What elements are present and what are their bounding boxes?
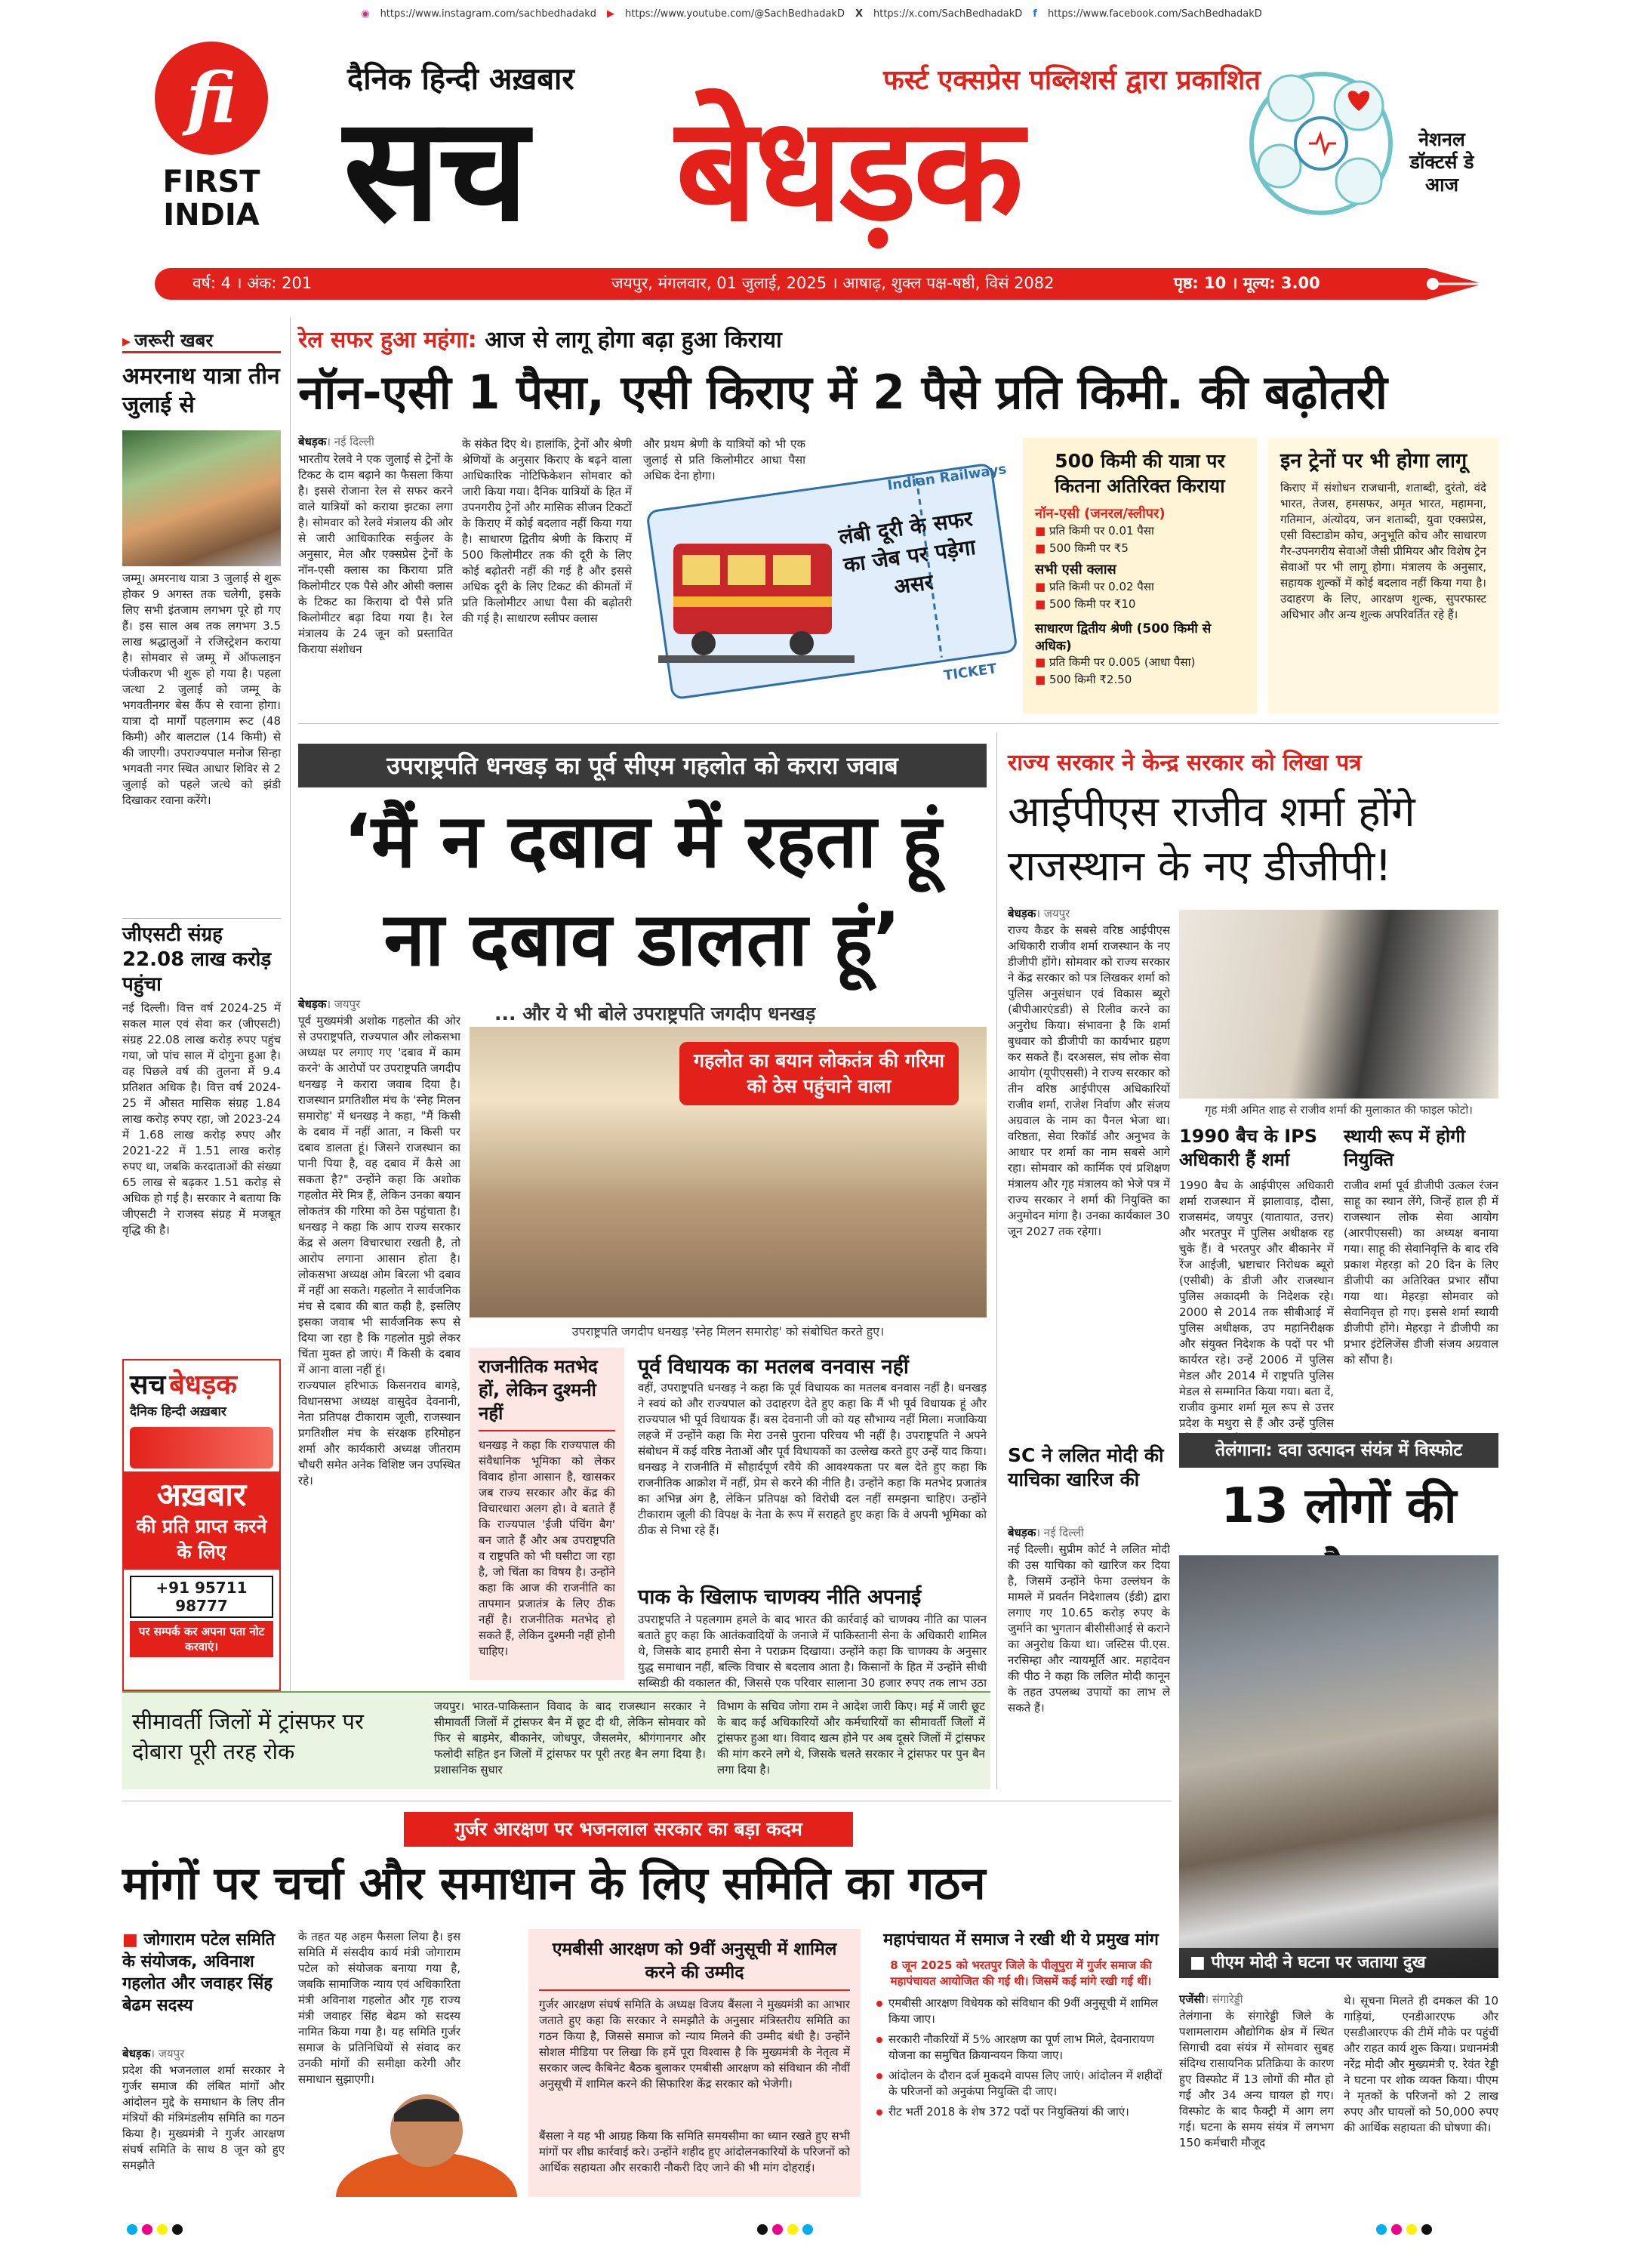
amarnath-text: जम्मू। अमरनाथ यात्रा 3 जुलाई से शुरू होकर 9 अगस्त तक चलेगी, इसके लिए सभी इंतजाम लगभग पूरे हो गए हैं। इस साल अब तक लगभग 3.5 लाख श्रद्धालुओं ने रजिस्ट्रेशन कराया है। सोमवार से जम्मू में ऑफलाइन पंजीकरण भी शुरू हो गया है। पहला जत्था 2 जुलाई को जम्मू के भगवतीनगर बेस कैंप से रवाना होगा। यात्रा दो मार्गों पहलगाम रूट (48 किमी) और बालटाल (14 किमी) से की जाएगी। उपराज्यपाल मनोज सिन्हा भगवती नगर स्थित आधार शिविर से 2 जुलाई को पहले जत्थे को झंडी दिखाकर रवाना करेंगे। <box>122 572 281 807</box>
demands-intro: 8 जून 2025 को भरतपुर जिले के पीलूपुरा में गुर्जर समाज की महापंचायत आयोजित की गई थी। जिसमें कई मांगे रखी गई थीं। <box>890 1958 1152 1988</box>
facebook-icon: f <box>1033 8 1037 20</box>
masthead-tagline-left: दैनिक हिन्दी अख़बार <box>347 62 574 97</box>
issue-info: वर्ष: 4 । अंक: 201 <box>192 274 313 292</box>
demand-item: आंदोलन के दौरान दर्ज मुकदमे वापस लिए जाएं। आंदोलन में शहीदों के परिजनों को अनुकंपा नियुक्ति दी जाए। <box>875 2068 1167 2100</box>
rail-graphic-label: Indian Railways <box>886 461 1008 494</box>
rail-graphic-text: लंबी दूरी के सफर का जेब पर पड़ेगा असर <box>836 506 978 600</box>
x-link[interactable]: https://x.com/SachBedhadakD <box>873 8 1023 20</box>
gurjar-box-text2: बैंसला ने यह भी आग्रह किया कि समिति समयसीमा का ध्यान रखते हुए सभी मांगों पर शीघ्र कार्रवाई करे। उन्होंने शहीद हुए आंदोलनकारियों के परिजनों को आर्थिक सहायता और सरकारी नौकरी दिए जाने की भी मांग दोहराई। <box>539 2129 850 2174</box>
youtube-link[interactable]: https://www.youtube.com/@SachBedhadakD <box>625 8 845 20</box>
social-bar <box>361 5 1262 23</box>
gurjar-col2: के तहत यह अहम फैसला लिया है। इस समिति में संसदीय कार्य मंत्री जोगाराम पटेल को संयोजक बनाया गया है, जबकि सामाजिक न्याय एवं अधिकारिता मंत्री अविनाश गहलोत और गृह राज्य मंत्री जवाहर सिंह बेढम को सदस्य नामित किया गया है। यह समिति गुर्जर समाज के प्रतिनिधियों से संवाद कर उनकी मांगों की समीक्षा करेगी और समाधान सुझाएगी। <box>298 1930 460 2086</box>
dgp-kicker: राज्य सरकार ने केन्द्र सरकार को लिखा पत्र <box>1008 750 1362 776</box>
gst-headline: जीएसटी संग्रह 22.08 लाख करोड़ पहुंचा <box>122 923 272 996</box>
fare-box <box>1023 438 1257 713</box>
instagram-link[interactable]: https://www.instagram.com/sachbedhadakd <box>380 8 597 20</box>
ad-brand-red: बेधड़क <box>169 1370 237 1401</box>
vp-side-head: राजनीतिक मतभेद हों, लेकिन दुश्मनी नहीं <box>479 1355 615 1431</box>
dgp-box1-head: 1990 बैच के IPS अधिकारी हैं शर्मा <box>1179 1126 1318 1170</box>
lalit-headline: SC ने ललित मोदी की याचिका खारिज की <box>1008 1444 1164 1490</box>
urgent-arrow-icon: ▸ <box>122 332 131 351</box>
gurjar-box <box>528 1929 861 2197</box>
vp-banner: उपराष्ट्रपति धनखड़ का पूर्व सीएम गहलोत को करारा जवाब <box>298 744 987 787</box>
border-text1: जयपुर। भारत-पाकिस्तान विवाद के बाद राजस्थान सरकार ने सीमावर्ती जिलों में ट्रांसफर बैन में छूट दी थी, लेकिन सोमवार को फिर से बाड़मेर, बीकानेर, जोधपुर, जैसलमेर, श्रीगंगानगर और फलोदी सहित इन जिलों में ट्रांसफर पर पूरी तरह बैन लगा दिया है। प्रशासनिक सुधार <box>434 1699 706 1776</box>
date-info: जयपुर, मंगलवार, 01 जुलाई, 2025 । आषाढ़, शुक्ल पक्ष-षष्ठी, विसं 2082 <box>611 274 1055 292</box>
registration-dots-left <box>125 2223 185 2238</box>
fare-nonac-1: ■ प्रति किमी पर 0.01 पैसा <box>1035 522 1245 540</box>
page-price-info: पृष्ठ: 10 । मूल्य: 3.00 <box>1174 274 1320 292</box>
lalit-text: नई दिल्ली। सुप्रीम कोर्ट ने ललित मोदी की उस याचिका को खारिज कर दिया है, जिसमें उन्होंने फेमा उल्लंघन के मामले में प्रवर्तन निदेशालय (ईडी) द्वारा लगाए गए 10.65 करोड़ रुपए के जुर्माने का भुगतान बीसीसीआई से कराने का अनुरोध किया था। जस्टिस पी.एस. नरसिम्हा और न्यायमूर्ति आर. महादेवन की पीठ ने कहा कि ललित मोदी कानून के तहत उपलब्ध उपायों का लाभ ले सकते हैं। <box>1008 1542 1170 1715</box>
dgp-col-text: राज्य कैडर के सबसे वरिष्ठ आईपीएस अधिकारी राजीव शर्मा राजस्थान के नए डीजीपी होंगे। सोमवार को राज्य सरकार ने केंद्र सरकार को पत्र लिखकर शर्मा को पुलिस अनुसंधान एवं विकास ब्यूरो (बीपीआरएंडडी) से रिलीव करने का अनुरोध किया। संभावना है कि शर्मा बुधवार को डीजीपी का कार्यभार ग्रहण कर सकते हैं। दरअसल, संघ लोक सेवा आयोग (यूपीएससी) ने राज्य सरकार को तीन वरिष्ठ आईपीएस अधिकारियों राजीव शर्मा, राजेश निर्वाण और संजय अग्रवाल के नाम का पैनल भेजा था। वरिष्ठता, सेवा रिकॉर्ड और अनुभव के आधार पर शर्मा का नाम सबसे आगे रहा। सोमवार को कार्मिक एवं प्रशिक्षण मंत्रालय और गृह मंत्रालय को भेजे पत्र में राज्य सरकार ने शर्मा की नियुक्ति का अनुमोदन मांगा है। उनका कार्यकाल 30 जून 2027 तक रहेगा। <box>1008 923 1170 1238</box>
telangana-col1: तेलंगाना के संगारेड्डी जिले के पशामलाराम औद्योगिक क्षेत्र में स्थित सिगाची दवा संयंत्र में सोमवार सुबह संदिग्ध रासायनिक प्रतिक्रिया के कारण हुए विस्फोट में 13 लोगों की मौत हो गई और 34 अन्य घायल हो गए। विस्फोट के बाद फैक्ट्री में आग लग गई। घटना के समय संयंत्र में लगभग 150 कर्मचारी मौजूद <box>1179 2009 1334 2149</box>
vp-side-box <box>470 1348 624 1680</box>
rail-col3: और प्रथम श्रेणी के यात्रियों को भी एक जुलाई से प्रति किलोमीटर आधा पैसा अधिक देना होगा। <box>643 437 805 482</box>
dgp-box2-head: स्थायी रूप में होगी नियुक्ति <box>1344 1126 1465 1170</box>
rail-headline: नॉन-एसी 1 पैसा, एसी किराए में 2 पैसे प्रति किमी. की बढ़ोतरी <box>298 365 1387 420</box>
vp-sub: ... और ये भी बोले उपराष्ट्रपति जगदीप धनखड़ <box>494 1003 816 1025</box>
vp-sec1-head: पूर्व विधायक का मतलब वनवास नहीं <box>638 1355 909 1379</box>
trains-box <box>1268 438 1498 713</box>
fare-gen-1: ■ प्रति किमी पर 0.005 (आधा पैसा) <box>1035 654 1245 671</box>
fare-ac-2: ■ 500 किमी पर ₹10 <box>1035 596 1245 613</box>
vp-photo-caption: उपराष्ट्रपति जगदीप धनखड़ 'स्नेह मिलन समारोह' को संबोधित करते हुए। <box>571 1324 885 1339</box>
caption-square-icon: ■ <box>1190 1953 1212 1972</box>
x-icon: X <box>855 8 863 20</box>
gurjar-box-head: एमबीसी आरक्षण को 9वीं अनुसूची में शामिल करने की उम्मीद <box>539 1938 850 1991</box>
gurjar-headline: मांगों पर चर्चा और समाधान के लिए समिति का गठन <box>122 1857 986 1910</box>
logo-first-india <box>155 42 268 238</box>
doctors-day-graphic <box>1246 53 1397 234</box>
logo-name: FIRST INDIA <box>162 165 260 233</box>
amarnath-photo <box>122 430 281 566</box>
ad-line: की प्रति प्राप्त करने के लिए <box>136 1515 267 1563</box>
fare-nonac-2: ■ 500 किमी पर ₹5 <box>1035 540 1245 557</box>
demand-item: सरकारी नौकरियों में 5% आरक्षण का पूर्ण लाभ मिले, देवनारायण योजना का समुचित क्रियान्वयन किया जाए। <box>875 2032 1167 2063</box>
instagram-icon: ◉ <box>361 8 370 20</box>
ad-phone[interactable]: +91 95711 98777 <box>130 1576 273 1618</box>
cm-portrait <box>325 2084 528 2197</box>
lalit-byline: बेधड़क। नई दिल्ली <box>1008 1526 1084 1539</box>
vp-sec2-head: पाक के खिलाफ चाणक्य नीति अपनाई <box>638 1585 922 1609</box>
youtube-icon: ▶ <box>607 8 615 20</box>
fare-ac-head: सभी एसी क्लास <box>1035 562 1116 578</box>
border-headline: सीमावर्ती जिलों में ट्रांसफर पर दोबारा पूरी तरह रोक <box>132 1709 364 1764</box>
doctors-day-note: नेशनल डॉक्टर्स डे आज <box>1409 128 1474 196</box>
rail-kicker: रेल सफर हुआ महंगा: आज से लागू होगा बढ़ा हुआ किराया <box>298 327 782 353</box>
dgp-byline: बेधड़क। जयपुर <box>1008 907 1070 920</box>
telangana-photo <box>1179 1555 1498 1978</box>
demands-list <box>875 1995 1167 2120</box>
vp-quote-line2: ना दबाव डालता हूं’ <box>383 897 901 983</box>
registration-dots-center <box>755 2223 815 2238</box>
fare-ac-1: ■ प्रति किमी पर 0.02 पैसा <box>1035 578 1245 596</box>
ad-brand-black: सच <box>130 1370 166 1401</box>
telangana-photo-caption: ■ पीएम मोदी ने घटना पर जताया दुख <box>1179 1948 1498 1978</box>
vp-byline: बेधड़क। जयपुर <box>298 997 361 1011</box>
urgent-news-label <box>122 328 281 353</box>
demand-item: एमबीसी आरक्षण विधेयक को संविधान की 9वीं अनुसूची में शामिल किया जाए। <box>875 1995 1167 2027</box>
demand-item: रीट भर्ती 2018 के शेष 372 पदों पर नियुक्तियां की जाएं। <box>875 2104 1167 2120</box>
fare-gen-2: ■ 500 किमी ₹2.50 <box>1035 671 1245 689</box>
fare-nonac-head: नॉन-एसी (जनरल/स्लीपर) <box>1035 506 1166 522</box>
dgp-photo <box>1179 910 1498 1099</box>
gurjar-banner: गुर्जर आरक्षण पर भजनलाल सरकार का बड़ा कदम <box>404 1812 853 1847</box>
dgp-photo-caption: गृह मंत्री अमित शाह से राजीव शर्मा की मुलाकात की फाइल फोटो। <box>1205 1103 1473 1117</box>
rail-col2: के संकेत दिए थे। हालांकि, ट्रेनों और श्रेणी श्रेणियों के अनुसार किराए के बढ़ने वाला आधिकारिक नोटिफिकेशन सोमवार को जारी किया गया। दैनिक यात्रियों के हित में उपनगरीय ट्रेनों और मासिक सीजन टिकटों के किराए में कोई बदलाव नहीं किया गया है। साधारण द्वितीय श्रेणी के किराए में 500 किलोमीटर तक की दूरी के लिए कोई बढ़ोतरी नहीं की गई है और इससे अधिक दूरी के लिए टिकट की कीमतों में प्रति किलोमीटर आधा पैसा की बढ़ोतरी की गई है। साधारण स्लीपर क्लास <box>462 437 632 625</box>
telangana-kicker: तेलंगाना: दवा उत्पादन संयंत्र में विस्फोट <box>1179 1433 1498 1468</box>
trains-title: इन ट्रेनों पर भी होगा लागू <box>1280 449 1467 473</box>
amarnath-headline: अमरनाथ यात्रा तीन जुलाई से <box>122 363 280 418</box>
dgp-box1-text: 1990 बैच के आईपीएस अधिकारी शर्मा राजस्थान में झालावाड़, दौसा, राजसमंद, जयपुर (यातायात, उत्तर) और भरतपुर में पुलिस अधीक्षक रह चुके हैं। वे भरतपुर और बीकानेर में रेंज आईजी, भ्रष्टाचार निरोधक ब्यूरो (एसीबी) के डीजी और राजस्थान पुलिस अकादमी के निदेशक रहे। 2000 से 2014 तक सीबीआई में पुलिस अधीक्षक, उप महानिरीक्षक और संयुक्त निदेशक के पदों पर भी कार्यरत रहे। उन्हें 2006 में पुलिस मेडल और 2014 में राष्ट्रपति पुलिस मेडल से सम्मानित किया गया। बता दें, राजीव कुमार शर्मा मूल रूप से उत्तर प्रदेश के मथुरा से हैं और उन्हें पुलिस <box>1179 1179 1334 1430</box>
rail-byline: बेधड़क। नई दिल्ली <box>298 435 374 448</box>
demands-head: महापंचायत में समाज ने रखी थी ये प्रमुख मांग <box>883 1931 1159 1949</box>
logo-mark: fi <box>155 42 268 155</box>
demands-box <box>872 1929 1170 2197</box>
registration-dots-right <box>1374 2223 1434 2238</box>
telangana-col2: थे। सूचना मिलते ही दमकल की 10 गाड़ियां, एनडीआरएफ और एसडीआरएफ की टीमें मौके पर पहुंचीं और राहत कार्य शुरू किया। प्रधानमंत्री नरेंद्र मोदी और मुख्यमंत्री ए. रेवंत रेड्डी ने घटना पर शोक व्यक्त किया। पीएम ने मृतकों के परिजनों को 2 लाख रुपए और घायलों को 50,000 रुपए की आर्थिक सहायता की घोषणा की। <box>1344 1994 1498 2134</box>
pen-nib-icon <box>1336 257 1487 311</box>
lead-square-icon: ■ <box>122 1931 144 1949</box>
vp-col1: पूर्व मुख्यमंत्री अशोक गहलोत की ओर से उपराष्ट्रपति, राज्यपाल और लोकसभा अध्यक्ष पर लगाए गए 'दबाव में काम करने' के आरोपों पर उपराष्ट्रपति जगदीप धनखड़ ने करारा जवाब दिया है। राजस्थान प्रगतिशील मंच के 'स्नेह मिलन समारोह' में धनखड़ ने कहा, "मैं किसी के दबाव में नहीं आता, न किसी पर दबाव डालता हूं। जिसने राजस्थान का पानी पिया है, वह दबाव में कैसे आ सकता है?" उन्होंने कहा कि अशोक गहलोत मेरे मित्र हैं, लेकिन उनका बयान लोकतंत्र की गरिमा को ठेस पहुंचाता है। धनखड़ ने कहा कि आप राज्य सरकार केंद्र से अलग विचारधारा रखती है, तो आरोप लगाना आसान होता है। लोकसभा अध्यक्ष ओम बिरला भी दबाव में नहीं आ सकते। गहलोत ने सार्वजनिक मंच से दबाव की बात कही है, इसलिए इसका जवाब भी सार्वजनिक रूप से दिया जा रहा है कि गहलोत मुझे लेकर चिंता मुक्त हो जाएं। मैं किसी के दबाव में आना वाला नहीं हूं। राज्यपाल हरिभाऊ किसनराव बागड़े, विधानसभा अध्यक्ष वासुदेव देवनानी, नेता प्रतिपक्ष टीकाराम जूली, राजस्थान प्रगतिशील मंच के संरक्षक हरिमोहन शर्मा और कार्यकारी अध्यक्ष जीतराम चौधरी समेत अनेक विशिष्ट जन उपस्थित रहे। <box>298 1014 460 1487</box>
vp-sec1-text: वहीं, उपराष्ट्रपति धनखड़ ने कहा कि पूर्व विधायक का मतलब वनवास नहीं है। धनखड़ ने स्वयं को और राज्यपाल को उदाहरण देते हुए कहा कि मैं भी पूर्व विधायक हूं और राज्यपाल भी पूर्व विधायक हैं। बस देवनानी जी को यह सौभाग्य नहीं मिला। मजाकिया लहजे में उन्होंने कहा कि मेरा उनसे पुराना परिचय भी नहीं है। उपराष्ट्रपति ने अपने संबोधन में कई वरिष्ठ नेताओं और पूर्व विधायकों का उल्लेख करते हुए उन्हें याद किया। धनखड़ ने राजनीति में सौहार्दपूर्ण रवैये की आवश्यकता पर बल देते हुए कहा कि राजनीतिक आक्रोश में नहीं, प्रेम से करने की नीति है। उन्होंने कहा कि मतभेद प्रजातंत्र का अभिन्न अंग है, लेकिन प्रतिपक्ष को विरोधी दल नहीं समझना चाहिए। उन्होंने टीकाराम जूली की विपक्ष के नेता के रूप में सराहते हुए कहा कि वे अपनी भूमिका को ठीक से निभा रहे हैं। <box>638 1381 987 1537</box>
fare-title: 500 किमी की यात्रा पर कितना अतिरिक्त किराया <box>1055 450 1225 497</box>
subscription-ad[interactable] <box>122 1359 281 1691</box>
telangana-byline: एजेंसी। संगारेड्डी <box>1179 1992 1243 2006</box>
vp-quote-line1: ‘मैं न दबाव में रहता हूं <box>343 799 942 885</box>
gurjar-lead: ■ जोगाराम पटेल समिति के संयोजक, अविनाश गहलोत और जवाहर सिंह बेढम सदस्य <box>122 1931 276 2015</box>
rail-graphic-ticket: TICKET <box>942 661 998 684</box>
ad-paper-graphic <box>130 1427 273 1468</box>
telangana-headline: 13 लोगों की <box>1221 1478 1457 1534</box>
trains-text: किराए में संशोधन राजधानी, शताब्दी, दुरंतो, वंदे भारत, तेजस, हमसफर, अमृत भारत, महामना, गतिमान, अंत्योदय, जन शताब्दी, युवा एक्सप्रेस, एसी विस्टाडोम कोच, अनुभूति कोच और साधारण गैर-उपनगरीय सेवाओं जैसी प्रीमियर और विशेष ट्रेन सेवाओं पर भी लागू होगा। मंत्रालय के अनुसार, सहायक शुल्कों में कोई बदलाव नहीं किया गया है। उदाहरण के लिए, आरक्षण शुल्क, सुपरफास्ट अधिभार और अन्य शुल्क अपरिवर्तित रहे हैं। <box>1280 481 1486 621</box>
ad-sub: दैनिक हिन्दी अख़बार <box>130 1404 226 1419</box>
vp-sec2-text: उपराष्ट्रपति ने पहलगाम हमले के बाद भारत की कार्रवाई को चाणक्य नीति का पालन बताते हुए कहा कि आतंकवादियों के जनाजे में पाकिस्तानी सेना के अधिकारी शामिल थे, जिसके बाद हमारी सेना ने पराक्रम दिखाया। उन्होंने कहा कि चाणक्य के अनुसार युद्ध समाधान नहीं, बल्कि विचार से बदलाव आता है। किसानों के हित में उन्होंने सीधी सब्सिडी की वकालत की, जिससे एक परिवार सालाना 30 हजार रुपए तक लाभ उठा <box>638 1613 987 1690</box>
vp-side-text: धनखड़ ने कहा कि राज्यपाल की संवैधानिक भूमिका को लेकर विवाद होना आसान है, खासकर जब राज्य सरकार और केंद्र की विचारधारा अलग हो। वे बताते हैं कि राज्यपाल 'ईजी पंचिंग बैग' बन जाते हैं और अब उपराष्ट्रपति व राष्ट्रपति को भी घसीटा जा रहा है, जो चिंता का विषय है। उन्होंने कहा कि आज की राजनीति का तापमान प्रजातंत्र के लिए ठीक नहीं है। राजनीतिक मतभेद हो सकते हैं, लेकिन दुश्मनी नहीं होनी चाहिए। <box>479 1438 615 1658</box>
ad-foot: पर सम्पर्क कर अपना पता नोट करवाएं। <box>130 1621 273 1657</box>
rail-col1: भारतीय रेलवे ने एक जुलाई से ट्रेनों के टिकट के दाम बढ़ाने का फैसला किया है। इससे रोजाना रेल से सफर करने वाले यात्रियों को कराया झटका लगा है। सोमवार को रेलवे मंत्रालय की ओर से जारी आधिकारिक सर्कुलर के अनुसार, मेल और एक्सप्रेस ट्रेनों के नॉन-एसी क्लास का किराया प्रति किलोमीटर एक पैसे और ओसी क्लास के टिकट का किराया दो पैसे प्रति किलोमीटर बढ़ा दिया गया है। रेल मंत्रालय के 24 जून को प्रस्तावित किराया संशोधन <box>298 452 453 656</box>
masthead-tagline-right: फर्स्ट एक्सप्रेस पब्लिशर्स द्वारा प्रकाशित <box>883 65 1261 96</box>
fare-gen-head: साधारण द्वितीय श्रेणी (500 किमी से अधिक) <box>1035 621 1212 654</box>
ad-big: अख़बार <box>156 1476 247 1513</box>
gst-text: नई दिल्ली। वित्त वर्ष 2024-25 में सकल माल एवं सेवा कर (जीएसटी) संग्रह 22.08 लाख करोड़ रुपए पहुंच गया, जो पांच साल में दोगुना हुआ है। वह पिछले वर्ष की तुलना में 9.4 प्रतिशत अधिक है। वित्त वर्ष 2024-25 में औसत मासिक संग्रह 1.84 लाख करोड़ रुपए रहा, जो 2023-24 में 1.68 लाख करोड़ रुपए और 2021-22 में 1.51 लाख करोड़ रुपए था, जबकि करदाताओं की संख्या 65 लाख से बढ़कर 1.51 करोड़ से अधिक हो गई है। सरकार ने बताया कि जीएसटी ने राजस्व संग्रह में मजबूत वृद्धि की है। <box>122 1001 281 1237</box>
gurjar-byline: बेधड़क। जयपुर <box>122 2047 185 2060</box>
vp-photo-callout: गहलोत का बयान लोकतंत्र की गरिमा को ठेस पहुंचाने वाला <box>679 1042 959 1105</box>
masthead-title-red: बेधड़क <box>676 86 1021 253</box>
urgent-news-text: जरूरी खबर <box>134 330 214 351</box>
dgp-headline: आईपीएस राजीव शर्मा होंगे राजस्थान के नए डीजीपी! <box>1008 787 1415 891</box>
gurjar-box-text1: गुर्जर आरक्षण संघर्ष समिति के अध्यक्ष विजय बैंसला ने मुख्यमंत्री का आभार जताते हुए कहा कि सरकार ने समझौते के अनुसार मंत्रिस्तरीय समिति का गठन किया है, जिससे समाज को न्याय मिलने की उम्मीद बंधी है। उन्होंने सोशल मीडिया पर लिखा कि हमें पूरा विश्वास है कि मुख्यमंत्री के नेतृत्व में सरकार जल्द कैबिनेट बैठक बुलाकर एमबीसी आरक्षण को संविधान की नौवीं अनुसूची में शामिल करने की सिफारिश केंद्र सरकार को भेजेगी। <box>539 1998 850 2091</box>
gurjar-col1: प्रदेश की भजनलाल शर्मा सरकार ने गुर्जर समाज की लंबित मांगों और आंदोलन मुद्दे के समाधान के लिए तीन मंत्रियों की मंत्रिमंडलीय समिति का गठन किया है। मुख्यमंत्री ने गुर्जर आरक्षण संघर्ष समिति के साथ 8 जून को हुए समझौते <box>122 2063 285 2172</box>
dgp-box2-text: राजीव शर्मा पूर्व डीजीपी उत्कल रंजन साहू का स्थान लेंगे, जिन्हें हाल ही में राजस्थान लोक सेवा आयोग (आरपीएससी) का अध्यक्ष बनाया गया। साहू की सेवानिवृत्ति के बाद रवि प्रकाश मेहरड़ा को 20 दिन के लिए डीजीपी का अतिरिक्त प्रभार सौंपा गया था। मेहरड़ा सोमवार को सेवानिवृत्त हो गए। इससे शर्मा स्थायी डीजीपी होंगे। मेहरड़ा ने डीजीपी का प्रभार इंटेलिजेंस डीजी संजय अग्रवाल को सौंपा है। <box>1344 1179 1498 1367</box>
facebook-link[interactable]: https://www.facebook.com/SachBedhadakD <box>1047 8 1262 20</box>
masthead-title-black: सच <box>343 86 526 253</box>
border-text2: विभाग के सचिव जोगा राम ने आदेश जारी किए। मई में जारी छूट के बाद कई अधिकारियों और कर्मचारियों का सीमावर्ती जिलों में ट्रांसफर हुआ था। विवाद खत्म होने पर अब दूसरे जिलों में ट्रांसफर की मांग करने लगे थे, जिसके चलते सरकार ने ट्रांसफर पर पुन बैन लगा दिया है। <box>717 1699 985 1776</box>
